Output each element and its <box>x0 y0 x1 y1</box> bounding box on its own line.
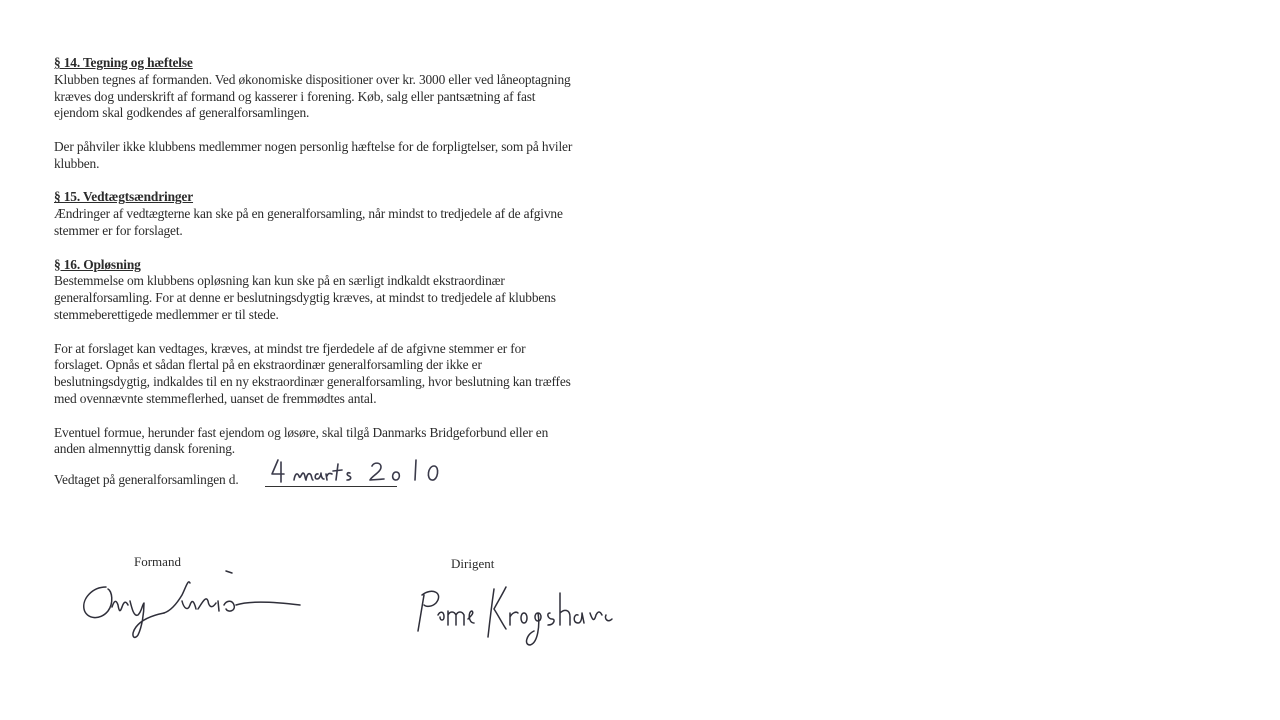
paragraph <box>54 206 654 240</box>
dirigent-signature <box>410 575 620 650</box>
paragraph <box>54 273 654 323</box>
dirigent-label: Dirigent <box>451 556 495 571</box>
text-line: Bestemmelse om klubbens opløsning kan kun ske på en særligt indkaldt ekstraordinær <box>54 273 505 289</box>
spacer <box>54 173 654 190</box>
formand-label: Formand <box>134 554 181 569</box>
section-15 <box>54 189 654 239</box>
text-line: klubben. <box>54 155 100 171</box>
statutes-text <box>54 55 654 458</box>
text-line: beslutningsdygtig, indkaldes til en ny ekstraordinær generalforsamling, hvor beslutning kan træffes <box>54 374 571 390</box>
text-line: Klubben tegnes af formanden. Ved økonomiske dispositioner over kr. 3000 eller ved låneoptagning <box>54 71 571 87</box>
text-line: Ændringer af vedtægterne kan ske på en generalforsamling, når mindst to tredjedele af de afgivne <box>54 206 563 222</box>
section-heading: § 14. Tegning og hæftelse <box>54 55 193 70</box>
text-line: med ovennævnte stemmeflerhed, uanset de fremmødtes antal. <box>54 390 377 406</box>
text-line: generalforsamling. For at denne er beslutningsdygtig kræves, at mindst to tredjedele af klubbens <box>54 290 556 306</box>
section-heading: § 16. Opløsning <box>54 256 141 272</box>
spacer <box>54 324 654 341</box>
paragraph <box>54 72 654 122</box>
section-16 <box>54 257 654 459</box>
text-line: stemmer er for forslaget. <box>54 222 183 238</box>
section-heading: § 15. Vedtægtsændringer <box>54 189 194 205</box>
text-line: forslaget. Opnås et sådan flertal på en ekstraordinær generalforsamling der ikke er <box>54 357 482 373</box>
text-line: For at forslaget kan vedtages, kræves, at mindst tre fjerdedele af de afgivne stemmer er for <box>54 340 526 356</box>
handwritten-date <box>268 452 458 488</box>
text-line: kræves dog underskrift af formand og kasserer i forening. Køb, salg eller pantsætning af fast <box>54 88 536 104</box>
text-line: Der påhviler ikke klubbens medlemmer nogen personlig hæftelse for de forpligtelser, som på hviler <box>54 138 573 154</box>
text-line: anden almennyttig dansk forening. <box>54 441 235 457</box>
spacer <box>54 240 654 257</box>
text-line: stemmeberettigede medlemmer er til stede. <box>54 306 279 322</box>
spacer <box>54 408 654 425</box>
adoption-label: Vedtaget på generalforsamlingen d. <box>54 472 239 487</box>
text-line: Eventuel formue, herunder fast ejendom og løsøre, skal tilgå Danmarks Bridgeforbund eller en <box>54 424 549 440</box>
paragraph <box>54 139 654 173</box>
formand-signature <box>78 565 308 645</box>
paragraph <box>54 341 654 408</box>
spacer <box>54 122 654 139</box>
section-14 <box>54 55 654 173</box>
text-line: ejendom skal godkendes af generalforsamlingen. <box>54 105 310 121</box>
